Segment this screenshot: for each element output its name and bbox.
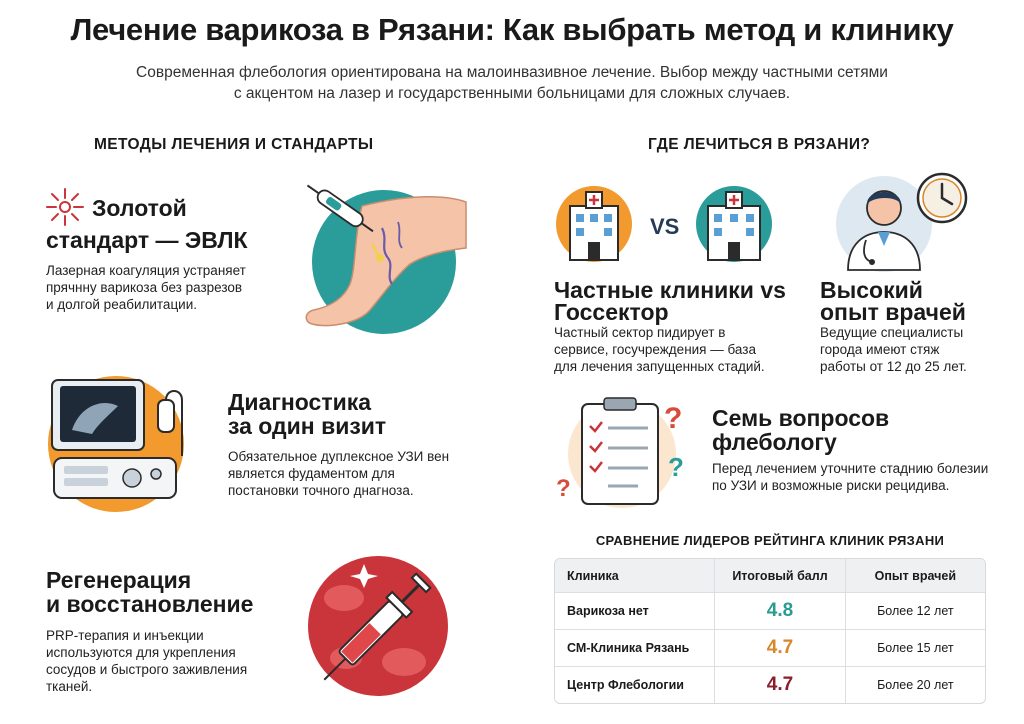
page-subtitle: [120, 62, 904, 104]
doctors-title-line2: опыт врачей: [820, 299, 966, 325]
clinic-name: Варикоза нет: [567, 604, 649, 618]
evlk-description: [46, 262, 246, 313]
questions-text-line: по УЗИ и возможные риски рецидива.: [712, 478, 950, 493]
table-row: [555, 666, 985, 703]
regeneration-description: [46, 627, 247, 695]
regeneration-text-line: тканей.: [46, 679, 93, 694]
checklist-icon: [552, 392, 698, 510]
methods-section-heading: МЕТОДЫ ЛЕЧЕНИЯ И СТАНДАРТЫ: [94, 136, 374, 153]
diagnostics-text-line: Обязательное дуплексное УЗИ вен: [228, 449, 450, 464]
doctors-text-line: города имеют стяж: [820, 342, 940, 357]
header-experience: Опыт врачей: [845, 559, 985, 592]
clinic-experience: Более 20 лет: [845, 667, 985, 703]
evlk-text-line: и долгой реабилитации.: [46, 297, 198, 312]
questions-title-line1: Семь вопросов: [712, 405, 890, 431]
clinic-experience: Более 15 лет: [845, 630, 985, 666]
regeneration-text-line: используются для укрепления: [46, 645, 236, 660]
regeneration-title-line1: Регенерация: [46, 567, 192, 593]
svg-text:?: ?: [664, 402, 683, 435]
laser-leg-icon: [298, 178, 470, 338]
table-header-row: [555, 559, 985, 592]
diagnostics-description: [228, 448, 449, 499]
questions-description: [712, 460, 988, 494]
evlk-text-line: прячнну варикоза без разрезов: [46, 280, 243, 295]
header-score: Итоговый балл: [714, 559, 844, 592]
diagnostics-text-line: постановки точного днагноза.: [228, 483, 414, 498]
table-row: [555, 629, 985, 666]
clinic-score: 4.8: [714, 593, 844, 629]
clinics-text-line: сервисе, госучреждения — база: [554, 342, 756, 357]
header-clinic: Клиника: [567, 568, 619, 583]
clinic-name: СМ-Клиника Рязань: [567, 641, 690, 655]
clinics-text-line: для лечения запущенных стадий.: [554, 359, 765, 374]
clinics-description: [554, 324, 765, 375]
regeneration-text-line: PRP-терапия и инъекции: [46, 628, 204, 643]
questions-text-line: Перед лечением уточните стаднию болезии: [712, 461, 989, 476]
rating-table-title: СРАВНЕНИЕ ЛИДЕРОВ РЕЙТИНГА КЛИНИК РЯЗАНИ: [595, 533, 945, 548]
svg-text:?: ?: [556, 475, 571, 502]
rating-table: [554, 558, 986, 704]
diagnostics-title-line1: Диагностика: [228, 389, 372, 415]
doctor-clock-icon: [834, 170, 968, 274]
laser-spark-icon: [44, 186, 86, 228]
where-section-heading: ГДЕ ЛЕЧИТЬСЯ В РЯЗАНИ?: [648, 136, 871, 153]
doctors-text-line: работы от 12 до 25 лет.: [820, 359, 967, 374]
clinic-score: 4.7: [714, 667, 844, 703]
syringe-icon: [298, 546, 458, 702]
subtitle-line: с акцентом на лазер и государственными больницами для сложных случаев.: [233, 85, 791, 102]
diagnostics-title-line2: за один визит: [228, 413, 387, 439]
table-row: [555, 592, 985, 629]
diagnostics-text-line: является фудаментом для: [228, 466, 395, 481]
regeneration-title-line2: и восстановление: [46, 591, 254, 617]
clinic-score: 4.7: [714, 630, 844, 666]
svg-text:?: ?: [668, 452, 684, 482]
ultrasound-machine-icon: [40, 366, 198, 514]
vs-label: VS: [650, 214, 680, 239]
doctors-text-line: Ведущие специалисты: [820, 325, 964, 340]
evlk-title-line1: Золотой: [92, 195, 187, 221]
evlk-title-line2: стандарт — ЭВЛК: [46, 227, 248, 253]
clinics-title-line1: Частные клиники vs: [554, 277, 786, 303]
page-title: Лечение варикоза в Рязани: Как выбрать метод и клинику: [70, 12, 954, 47]
regeneration-text-line: сосудов и быстрого заживления: [46, 662, 248, 677]
evlk-text-line: Лазерная коагуляция устраняет: [46, 263, 246, 278]
questions-title-line2: флебологу: [712, 429, 837, 455]
clinics-title-line2: Госсектор: [554, 299, 669, 325]
doctors-title-line1: Высокий: [820, 277, 923, 303]
clinic-experience: Более 12 лет: [845, 593, 985, 629]
clinics-text-line: Частный сектор пидирует в: [554, 325, 726, 340]
doctors-description: [820, 324, 967, 375]
subtitle-line: Современная флебология ориентирована на малоинвазивное лечение. Выбор между частными сетями: [136, 64, 888, 81]
clinic-name: Центр Флебологии: [567, 678, 684, 692]
